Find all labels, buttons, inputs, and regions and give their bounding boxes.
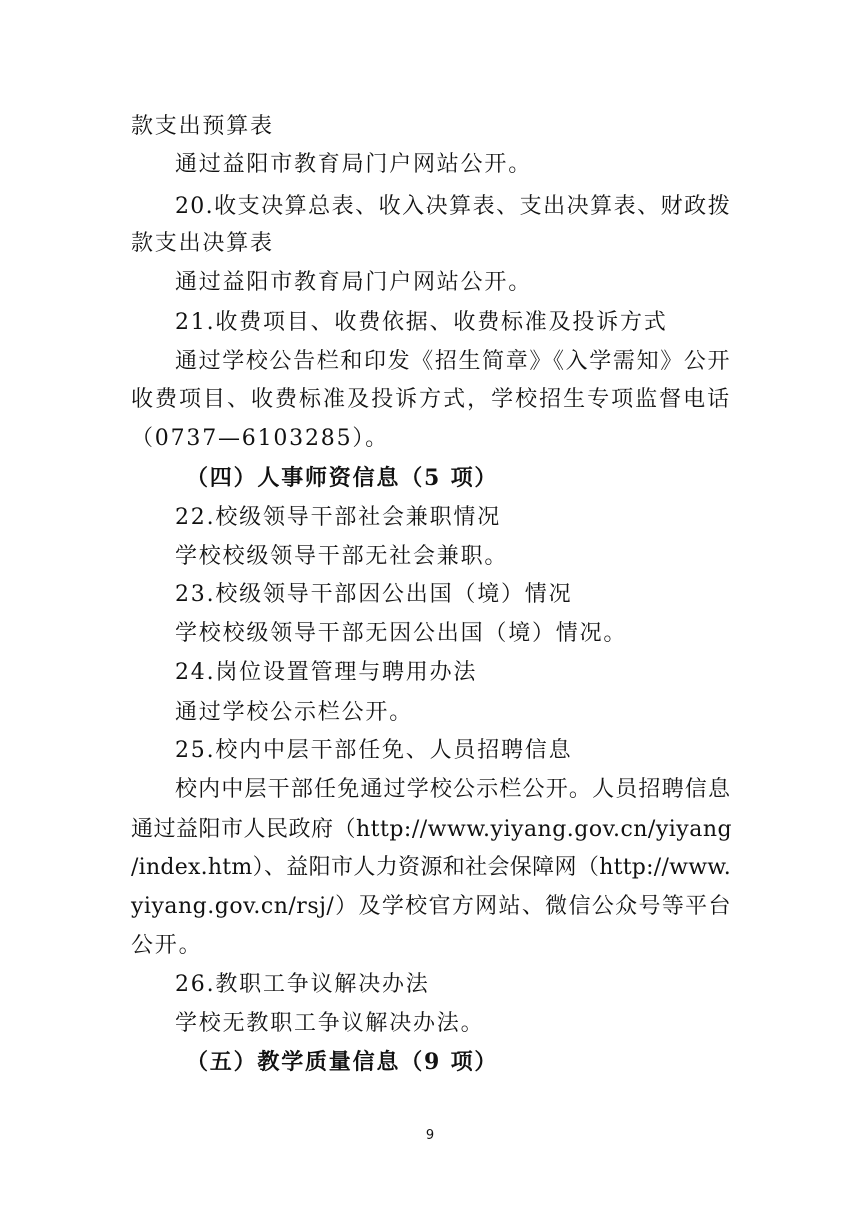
item-heading-23: 23.校级领导干部因公出国（境）情况 <box>175 582 573 607</box>
text-line: 校内中层干部任免通过学校公示栏公开。人员招聘信息 <box>175 777 731 802</box>
item-heading-20: 20.收支决算总表、收入决算表、支出决算表、财政拨 <box>175 194 731 219</box>
text-line: 通过学校公告栏和印发《招生简章》《入学需知》公开 <box>175 349 731 374</box>
text-line: 学校校级领导干部无因公出国（境）情况。 <box>175 621 628 646</box>
text-line: 通过益阳市教育局门户网站公开。 <box>175 152 533 177</box>
text-line: 款支出决算表 <box>131 231 274 256</box>
text-line: 款支出预算表 <box>131 114 274 139</box>
page-number: 9 <box>425 1128 435 1143</box>
text-line: 公开。 <box>131 933 203 958</box>
text-line: 学校校级领导干部无社会兼职。 <box>175 544 509 569</box>
item-heading-21: 21.收费项目、收费依据、收费标准及投诉方式 <box>175 310 668 335</box>
text-line: /index.htm）、益阳市人力资源和社会保障网（http://www. <box>131 855 731 880</box>
item-heading-24: 24.岗位设置管理与聘用办法 <box>175 660 478 685</box>
section-heading-4: （四）人事师资信息（5 项） <box>186 465 499 491</box>
text-line: 通过益阳市教育局门户网站公开。 <box>175 270 533 295</box>
text-line: 通过益阳市人民政府（http://www.yiyang.gov.cn/yiyang <box>131 817 733 842</box>
text-line: yiyang.gov.cn/rsj/）及学校官方网站、微信公众号等平台 <box>131 894 731 919</box>
item-heading-25: 25.校内中层干部任免、人员招聘信息 <box>175 738 573 763</box>
text-line: （0737—6103285）。 <box>131 426 389 451</box>
text-line: 通过学校公示栏公开。 <box>175 700 414 725</box>
text-line: 收费项目、收费标准及投诉方式，学校招生专项监督电话 <box>131 387 731 412</box>
text-line: 学校无教职工争议解决办法。 <box>175 1011 485 1036</box>
item-heading-26: 26.教职工争议解决办法 <box>175 972 430 997</box>
section-heading-5: （五）教学质量信息（9 项） <box>186 1049 499 1075</box>
item-heading-22: 22.校级领导干部社会兼职情况 <box>175 505 501 530</box>
